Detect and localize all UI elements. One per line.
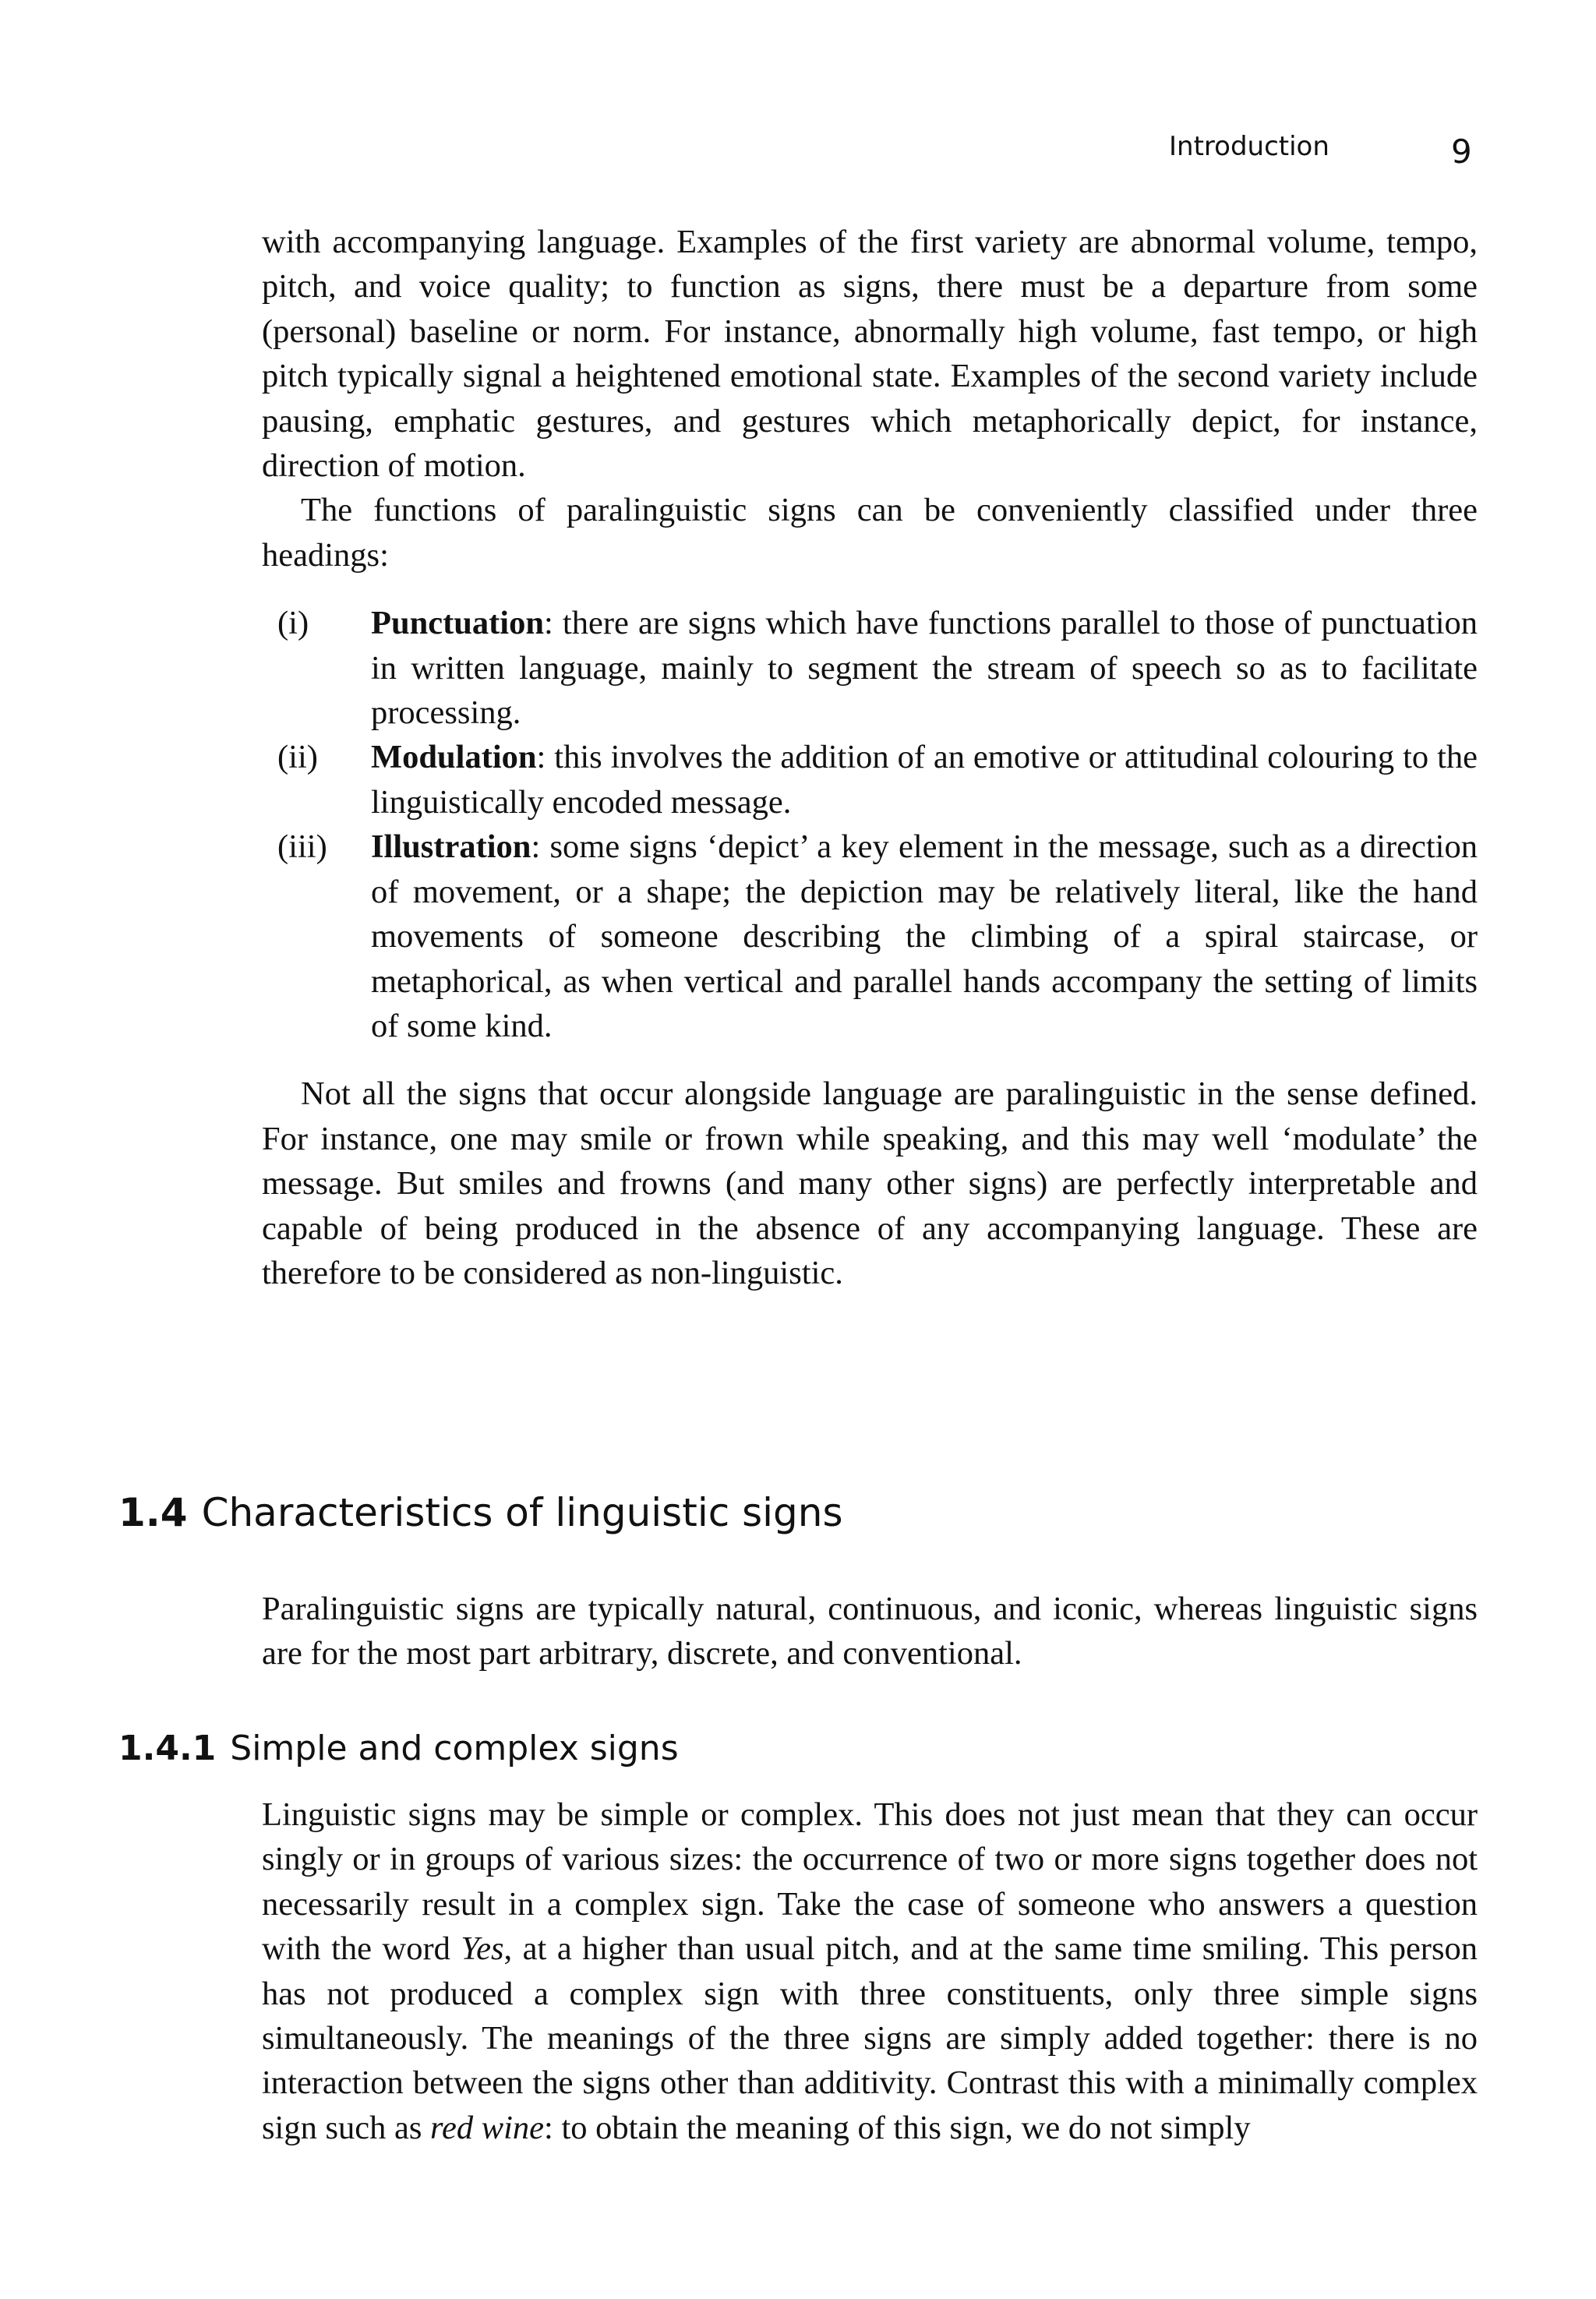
text-run: : to obtain the meaning of this sign, we do not simply	[544, 2109, 1251, 2146]
list-number: (ii)	[277, 739, 318, 776]
list-term: Punctuation	[371, 605, 544, 642]
subsection-title: Simple and complex signs	[230, 1729, 679, 1768]
list-term: Illustration	[371, 828, 531, 866]
text-run: , at a higher than usual pitch, and at the same time smiling. This person has not produced a complex sign with three constituents, only three simple signs simultaneously. The meanings of the three signs are simply added together: there is no interaction between the signs other than additivity. Contrast this with a minimally complex sign such as	[262, 1930, 1478, 2146]
subsection-heading	[118, 1729, 679, 1768]
text-run: Linguistic signs may be simple or complex. This does not just mean that they can occur singly or in groups of various sizes: the occurrence of two or more signs together does not necessarily result in a complex sign. Take the case of someone who answers a question with the word	[262, 1796, 1478, 1968]
paragraph-simple-complex	[262, 1792, 1478, 2150]
body-text-subsection	[262, 1792, 1478, 2150]
section-heading	[118, 1490, 843, 1535]
list-text: : some signs ‘depict’ a key element in the message, such as a direction of movement, or a shape; the depiction may be relatively literal, like the hand movements of someone describing the climbing of a spiral staircase, or metaphorical, as when vertical and parallel hands accompany the setting of limits of some kind.	[371, 828, 1478, 1044]
list-item-modulation	[262, 735, 1478, 825]
example-red-wine: red wine	[430, 2109, 545, 2146]
body-text-top	[262, 220, 1478, 1295]
paragraph-characteristics: Paralinguistic signs are typically natural, continuous, and iconic, whereas linguistic signs are for the most part arbitrary, discrete, and conventional.	[262, 1591, 1478, 1672]
section-number: 1.4	[118, 1490, 188, 1535]
list-number: (iii)	[277, 828, 327, 866]
list-text: : this involves the addition of an emotive or attitudinal colouring to the linguistically encoded message.	[371, 739, 1478, 821]
example-word-yes: Yes	[461, 1930, 504, 1968]
section-title: Characteristics of linguistic signs	[201, 1490, 843, 1535]
page-number: 9	[1451, 132, 1472, 171]
subsection-number: 1.4.1	[118, 1729, 217, 1768]
list-number: (i)	[277, 605, 309, 642]
list-text: : there are signs which have functions parallel to those of punctuation in written language, mainly to segment the stream of speech so as to facilitate processing.	[371, 605, 1478, 732]
list-item-illustration	[262, 825, 1478, 1048]
functions-list	[262, 601, 1478, 1048]
paragraph-continued: with accompanying language. Examples of the first variety are abnormal volume, tempo, pitch, and voice quality; to function as signs, there must be a departure from some (personal) baseline or norm. For instance, abnormally high volume, fast tempo, or high pitch typically signal a heightened emotional state. Examples of the second variety include pausing, emphatic gestures, and gestures which metaphorically depict, for instance, direction of motion.	[262, 224, 1478, 485]
running-title: Introduction	[1169, 131, 1329, 162]
body-text-section	[262, 1587, 1478, 1676]
list-item-punctuation	[262, 601, 1478, 735]
paragraph-non-linguistic: Not all the signs that occur alongside language are paralinguistic in the sense defined. For instance, one may smile or frown while speaking, and this may well ‘modulate’ the message. But smiles and frowns (and many other signs) are perfectly interpretable and capable of being produced in the absence of any accompanying language. These are therefore to be considered as non-linguistic.	[262, 1075, 1478, 1291]
paragraph-functions-intro: The functions of paralinguistic signs can be conveniently classified under three headings:	[262, 492, 1478, 574]
list-term: Modulation	[371, 739, 537, 776]
